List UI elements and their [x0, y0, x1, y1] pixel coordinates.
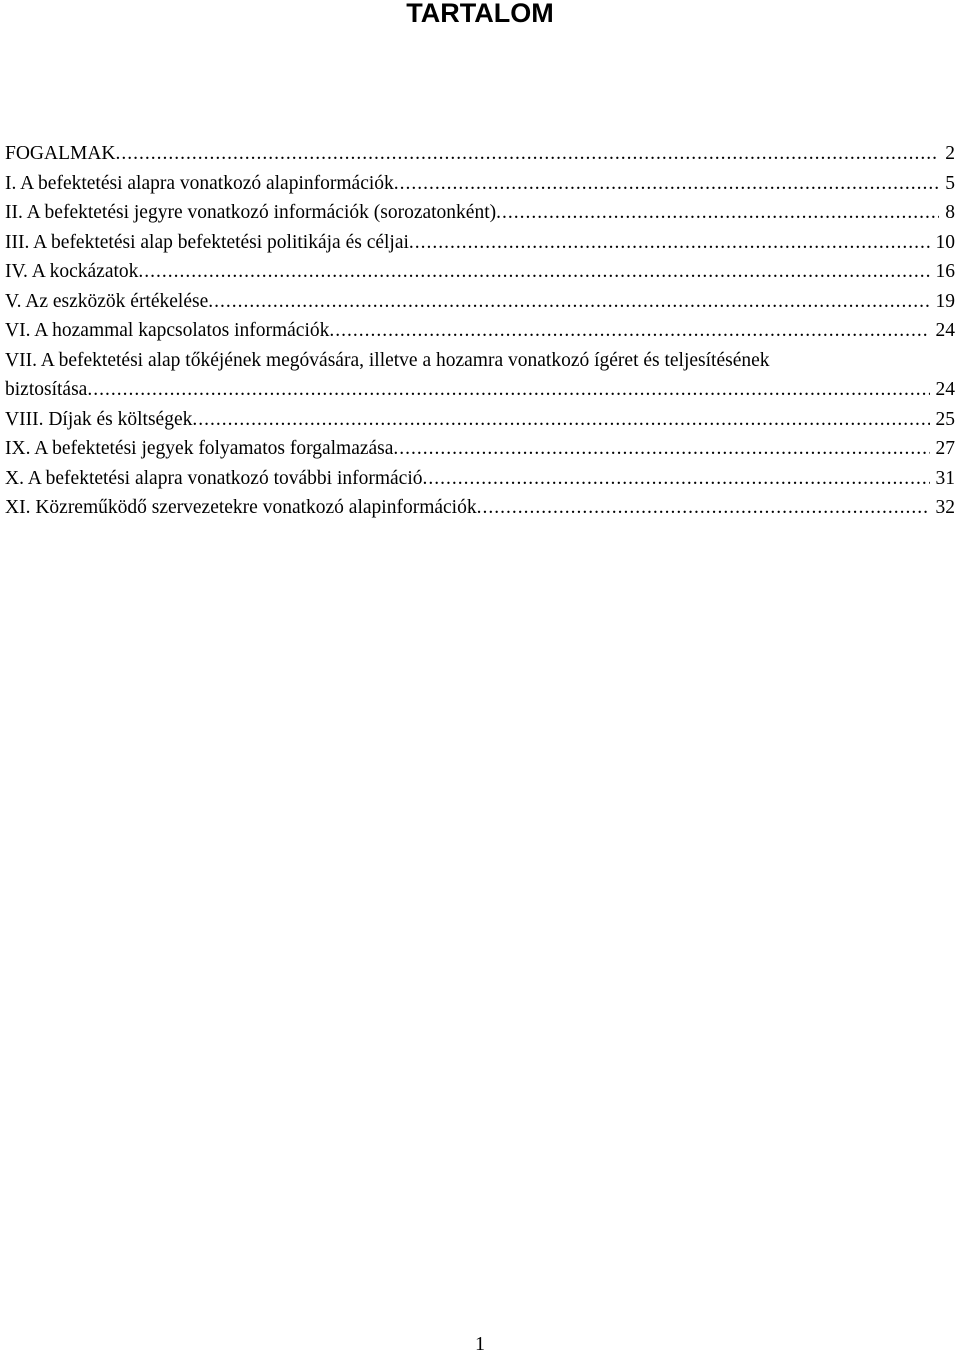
dot-leader: [208, 287, 929, 317]
dot-leader: [116, 139, 940, 169]
dot-leader: [138, 257, 929, 287]
dot-leader: [423, 464, 930, 494]
toc-entry-label: FOGALMAK: [5, 143, 116, 164]
toc-entry-iv[interactable]: [5, 257, 960, 287]
toc-entry-page: 10: [935, 231, 955, 253]
toc-entry-vii[interactable]: [5, 346, 960, 405]
dot-leader: [477, 493, 930, 523]
toc-entry-page: 24: [935, 379, 955, 400]
toc-entry-iii[interactable]: [5, 228, 960, 258]
toc-entry-label: III. A befektetési alap befektetési politikája és céljai: [5, 231, 409, 253]
toc-entry-label: XI. Közreműködő szervezetekre vonatkozó alapinformációk: [5, 497, 477, 518]
toc-entry-label: X. A befektetési alapra vonatkozó további információ: [5, 467, 423, 489]
toc-entry-page: 16: [935, 261, 955, 282]
toc-entry-page: 19: [935, 290, 955, 312]
toc-entry-page: 31: [935, 467, 955, 489]
dot-leader: [496, 198, 939, 228]
toc-entry-xi[interactable]: [5, 493, 960, 523]
toc-entry-label: VI. A hozammal kapcsolatos információk: [5, 320, 330, 341]
toc-entry-vi[interactable]: [5, 316, 960, 346]
toc-entry-label: biztosítása: [5, 379, 88, 400]
toc-entry-page: 32: [935, 497, 955, 518]
dot-leader: [329, 316, 929, 346]
document-title: TARTALOM: [406, 0, 554, 28]
toc-entry-x[interactable]: [5, 464, 960, 494]
toc-entry-page: 5: [945, 172, 955, 194]
toc-entry-v[interactable]: [5, 287, 960, 317]
toc-entry-page: 25: [935, 408, 955, 430]
toc-entry-label: V. Az eszközök értékelése: [5, 290, 209, 312]
dot-leader: [87, 375, 929, 405]
toc-entry-ix[interactable]: [5, 434, 960, 464]
toc-entry-ii[interactable]: [5, 198, 960, 228]
toc-entry-page: 8: [945, 202, 955, 223]
toc-entry-label: I. A befektetési alapra vonatkozó alapinformációk: [5, 172, 394, 194]
table-of-contents: [5, 139, 960, 523]
toc-entry-page: 27: [935, 438, 955, 459]
toc-entry-label: II. A befektetési jegyre vonatkozó információk (sorozatonként): [5, 202, 497, 223]
toc-entry-page: 2: [945, 143, 955, 164]
toc-entry-label: IX. A befektetési jegyek folyamatos forgalmazása: [5, 438, 394, 459]
toc-entry-viii[interactable]: [5, 405, 960, 435]
page-number: 1: [475, 1333, 485, 1355]
toc-entry-i[interactable]: [5, 169, 960, 199]
dot-leader: [393, 434, 929, 464]
dot-leader: [409, 228, 930, 258]
toc-entry-label: IV. A kockázatok: [5, 261, 139, 282]
toc-entry-label-line1: VII. A befektetési alap tőkéjének megóvására, illetve a hozamra vonatkozó ígéret és teljesítésének: [5, 349, 770, 371]
dot-leader: [192, 405, 929, 435]
toc-entry-fogalmak[interactable]: [5, 139, 960, 169]
toc-entry-page: 24: [935, 320, 955, 341]
dot-leader: [394, 169, 939, 199]
toc-entry-label: VIII. Díjak és költségek: [5, 408, 193, 430]
